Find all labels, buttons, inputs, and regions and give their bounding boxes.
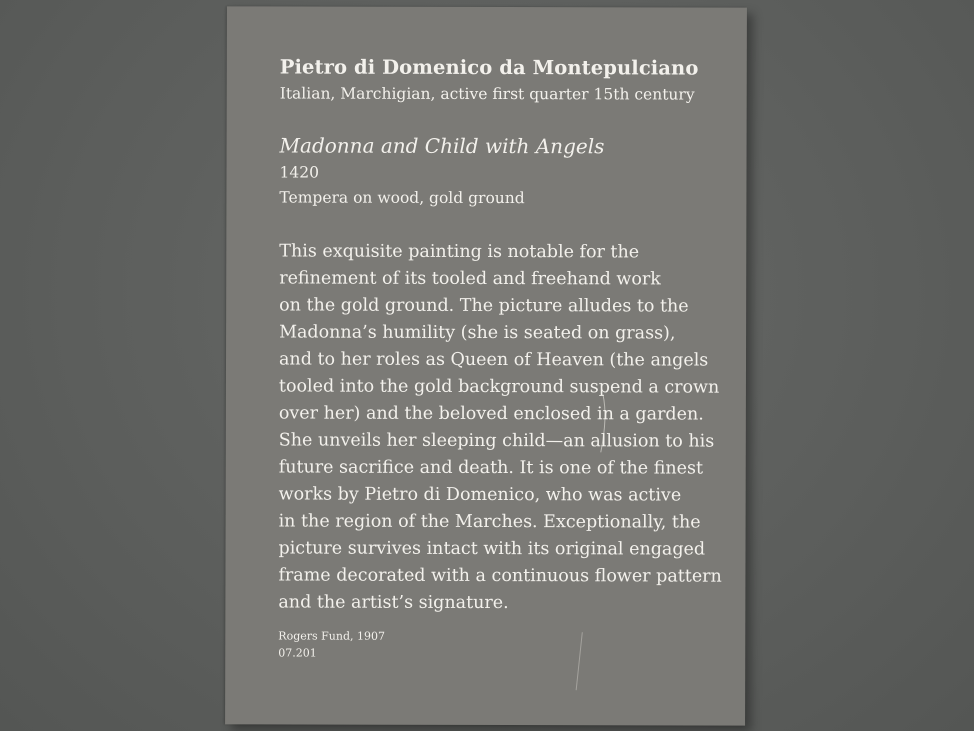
surface-scratch [570, 392, 651, 692]
description-line: over her) and the beloved enclosed in a garden. [278, 403, 704, 425]
description-line: refinement of its tooled and freehand work [279, 268, 661, 290]
artwork-medium: Tempera on wood, gold ground [279, 188, 525, 208]
credit-block [278, 627, 385, 661]
accession-number: 07.201 [278, 646, 317, 660]
description-line: tooled into the gold background suspend a crown [278, 376, 720, 398]
description-line: on the gold ground. The picture alludes to the [279, 295, 689, 317]
description-line: and to her roles as Queen of Heaven (the angels [278, 349, 709, 371]
artwork-title: Madonna and Child with Angels [279, 133, 605, 159]
description-line: frame decorated with a continuous flower pattern [278, 565, 722, 587]
description-line: works by Pietro di Domenico, who was active [278, 484, 682, 506]
description-line: Madonna’s humility (she is seated on grass), [279, 322, 676, 344]
description-line: and the artist’s signature. [278, 592, 509, 614]
artist-nationality: Italian, Marchigian, active first quarter 15th century [279, 84, 695, 104]
museum-label-panel [225, 6, 747, 725]
description-line: She unveils her sleeping child—an allusion to his [278, 430, 715, 452]
credit-line: Rogers Fund, 1907 [278, 629, 385, 643]
description-line: in the region of the Marches. Exceptionally, the [278, 511, 701, 533]
description-line: future sacrifice and death. It is one of the finest [278, 457, 704, 479]
artist-name: Pietro di Domenico da Montepulciano [279, 55, 699, 80]
description-text [278, 238, 739, 617]
description-line: This exquisite painting is notable for the [279, 241, 640, 263]
artwork-date: 1420 [279, 163, 319, 182]
description-line: picture survives intact with its original engaged [278, 538, 706, 560]
